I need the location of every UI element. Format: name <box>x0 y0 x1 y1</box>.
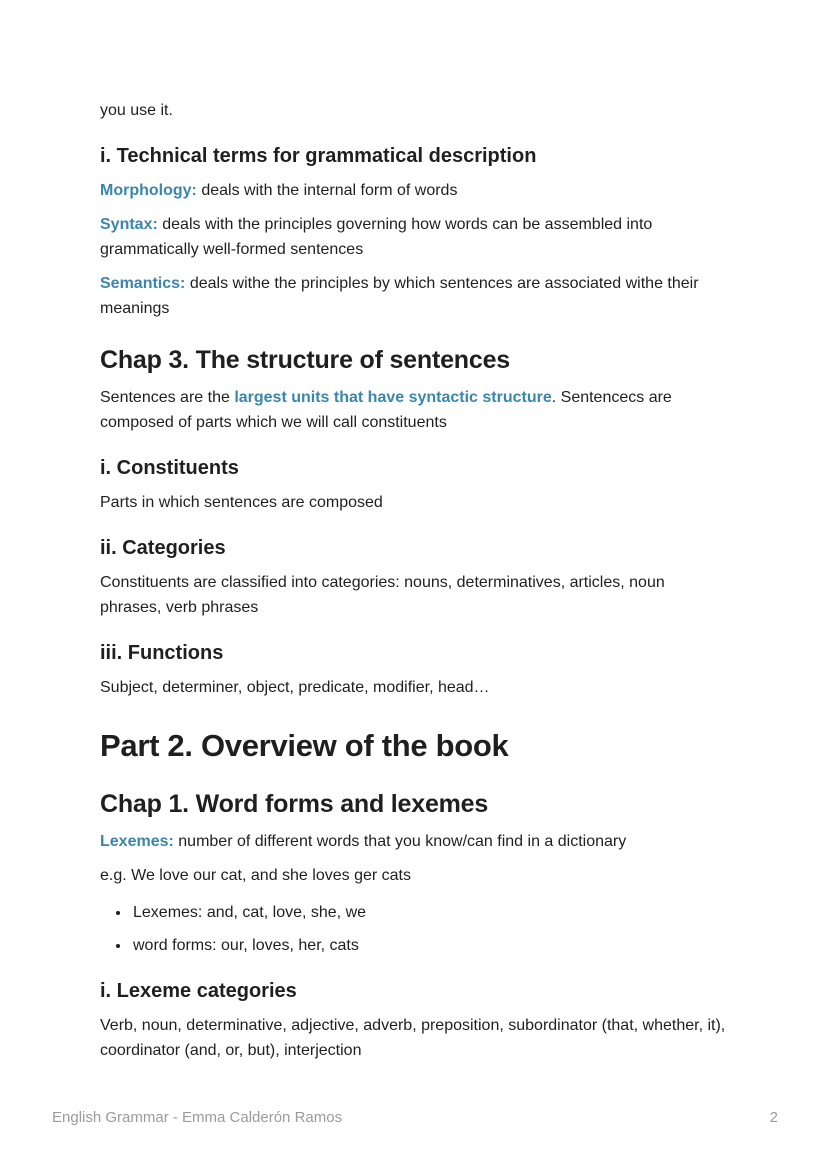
heading-technical-terms: i. Technical terms for grammatical description <box>100 145 537 167</box>
definition-semantics: deals withe the principles by which sentences are associated withe their meanings <box>100 275 699 317</box>
definition-lexemes: number of different words that you know/can find in a dictionary <box>173 833 627 850</box>
paragraph-morphology <box>100 178 730 203</box>
term-lexemes: Lexemes: <box>100 833 174 850</box>
paragraph-functions: Subject, determiner, object, predicate, modifier, head… <box>100 679 490 696</box>
heading-chap1: Chap 1. Word forms and lexemes <box>100 790 489 818</box>
paragraph-semantics <box>100 271 730 321</box>
list-item-lexemes: • Lexemes: and, cat, love, she, we <box>131 900 730 925</box>
paragraph-example: e.g. We love our cat, and she loves ger cats <box>100 867 411 884</box>
chap3-intro-highlight: largest units that have syntactic structure <box>234 389 552 406</box>
heading-part2: Part 2. Overview of the book <box>100 728 509 763</box>
paragraph-syntax <box>100 212 730 262</box>
chap3-intro-pre: Sentences are the <box>100 389 235 406</box>
chap3-intro-post: . Sentencecs are composed of parts which we will call constituents <box>100 389 672 431</box>
heading-functions: iii. Functions <box>100 642 224 664</box>
paragraph-lexeme-categories: Verb, noun, determinative, adjective, adverb, preposition, subordinator (that, whether, it), coordinator (and, or, but), interjection <box>100 1017 726 1059</box>
paragraph-lexemes <box>100 829 730 854</box>
paragraph-categories: Constituents are classified into categories: nouns, determinatives, articles, noun phrases, verb phrases <box>100 574 665 616</box>
heading-categories: ii. Categories <box>100 537 226 559</box>
definition-morphology: deals with the internal form of words <box>196 182 458 199</box>
heading-lexeme-categories: i. Lexeme categories <box>100 980 297 1002</box>
term-semantics: Semantics: <box>100 275 186 292</box>
term-morphology: Morphology: <box>100 182 197 199</box>
footer-document-title: English Grammar - Emma Calderón Ramos <box>52 1109 343 1126</box>
definition-syntax: deals with the principles governing how words can be assembled into grammatically well-formed sentences <box>100 216 653 258</box>
heading-constituents: i. Constituents <box>100 457 239 479</box>
paragraph-constituents: Parts in which sentences are composed <box>100 494 383 511</box>
paragraph-chap3-intro <box>100 385 730 435</box>
footer-page-number: 2 <box>769 1109 778 1126</box>
term-syntax: Syntax: <box>100 216 158 233</box>
lexeme-example-list <box>100 900 730 958</box>
list-item-word-forms: • word forms: our, loves, her, cats <box>131 933 730 958</box>
heading-chap3: Chap 3. The structure of sentences <box>100 346 510 374</box>
page-footer <box>52 1108 778 1128</box>
paragraph-intro: you use it. <box>100 102 173 119</box>
